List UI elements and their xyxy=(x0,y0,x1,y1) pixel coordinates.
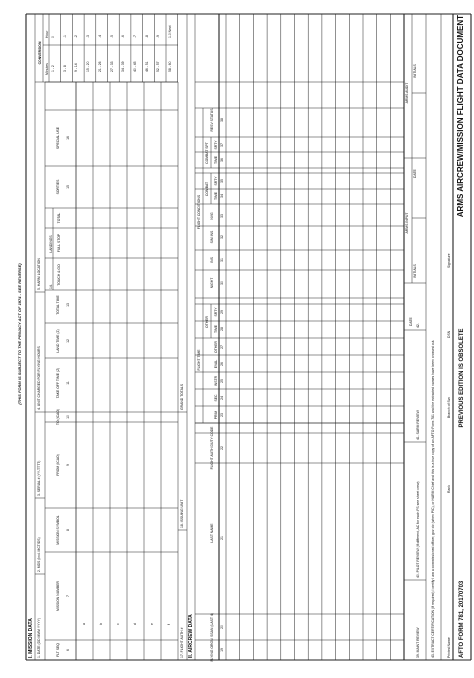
aircrew-col-num-30: 30 xyxy=(220,281,224,285)
row-letter-c: c xyxy=(116,623,120,625)
landings-total-header: TOTAL xyxy=(57,212,61,224)
conversion-minutes-6: 34 - 39 xyxy=(121,61,126,72)
conversion-minutes-header: Minutes xyxy=(45,63,49,75)
unit-charged-label: 4. UNIT CHARGED FOR FLYING HOURS xyxy=(37,346,41,410)
combat-header: COMBAT xyxy=(205,181,209,197)
eval-header: EVAL xyxy=(214,359,218,369)
takeoff-header: TAKE OFF TIME (Z) xyxy=(56,367,60,399)
aircrew-col-num-33: 33 xyxy=(220,214,224,218)
conversion-minutes-2: 9 - 14 xyxy=(74,63,79,72)
flight-auth-label: 17. FLIGHT AUTH # xyxy=(180,627,184,658)
aircrew-col-num-31: 31 xyxy=(220,258,224,262)
flight-time-header: FLIGHT TIME xyxy=(197,349,201,371)
arms-audit-date: DATE xyxy=(413,169,417,178)
sim-ins-header: SIM INS xyxy=(210,230,214,244)
aircrew-col-num-22: 22 xyxy=(220,446,224,450)
conversion-minutes-3: 15 - 20 xyxy=(86,61,91,72)
instr-header: INSTR xyxy=(214,375,218,387)
row-letter-b: b xyxy=(99,623,103,625)
conversion-hour-0: 0 xyxy=(51,36,55,38)
conversion-title: CONVERSION xyxy=(38,41,42,65)
flight-conditions-header: FLIGHT CONDITIONS xyxy=(197,194,201,230)
aircrew-col-num-28: 28 xyxy=(220,327,224,331)
aircrew-col-num-21: 21 xyxy=(220,536,224,540)
land-header: LAND TIME (Z) xyxy=(56,329,60,353)
aircrew-col-num-38: 38 xyxy=(220,118,224,122)
conversion-hour-5: .5 xyxy=(109,35,114,38)
other-time-group-header: OTHER xyxy=(205,316,209,328)
conversion-minutes-7: 40 - 45 xyxy=(132,61,137,72)
conversion-minutes-9: 52 - 57 xyxy=(156,61,161,72)
signature-label: Signature xyxy=(447,253,451,268)
duty-code-header: FLIGHT AUTH DUTY CODE xyxy=(210,426,214,470)
extract-certification: 43. EXTRACT CERTIFICATION (If required) I certify I am a commissioned officer, gov civ (when PIC), or HARM Chief and this is a true copy of an AFTO Form 781 and the extracted names have been crossed out. xyxy=(431,339,435,658)
mission-number-header: MISSION NUMBER xyxy=(56,581,60,611)
other-srty-header: SRTY xyxy=(214,307,218,317)
touch-go-header: TOUCH & GO xyxy=(57,264,61,286)
aircrew-col-num-29: 29 xyxy=(220,310,224,314)
privacy-notice: (THIS FORM IS SUBJECT TO THE PRIVACY ACT OF 1974 - SEE REVERSE) xyxy=(17,263,22,405)
row-letter-e: e xyxy=(150,623,154,625)
ssan-header: SSAN (LAST 4) xyxy=(210,613,214,637)
conversion-hour-6: .6 xyxy=(121,35,126,38)
other-time-header: TIME xyxy=(214,324,218,334)
col-num-13: 13 xyxy=(66,303,70,307)
conversion-minutes-4: 21 - 26 xyxy=(97,61,102,72)
conversion-hour-1: .1 xyxy=(62,35,67,38)
col-num-10: 10 xyxy=(66,415,70,419)
aircrew-col-num-34: 34 xyxy=(220,194,224,198)
other-header: OTHER xyxy=(214,341,218,353)
night-header: NIGHT xyxy=(210,277,214,289)
arms-input-label: ARMS INPUT xyxy=(405,212,409,234)
nvg-header: NVG xyxy=(210,212,214,220)
row-letter-a: a xyxy=(82,623,86,625)
special-use-header: SPECIAL USE xyxy=(56,126,60,150)
conversion-minutes-0: 1 - 2 xyxy=(51,65,55,72)
serial-label: 3. SERIAL # (YY-TTTT) xyxy=(37,460,41,496)
printed-name-label: Printed Name xyxy=(447,637,451,658)
branch-label: Branch of Svc xyxy=(447,396,451,418)
aircrew-section-title: II. AIRCREW DATA xyxy=(188,614,194,658)
conversion-hour-header: Hour xyxy=(45,30,49,38)
flt-seq-header: FLT SEQ xyxy=(56,643,60,657)
resv-status-header: RESV STATUS xyxy=(210,108,214,132)
afto-form-781 xyxy=(1,0,474,678)
aircrew-col-num-26: 26 xyxy=(220,362,224,366)
aircrew-col-num-19: 19 xyxy=(220,648,224,652)
conversion-minutes-8: 46 - 51 xyxy=(144,61,149,72)
conversion-minutes-5: 27 - 33 xyxy=(109,61,114,72)
conversion-hour-4: .4 xyxy=(97,35,102,38)
conversion-hour-9: .9 xyxy=(156,35,161,38)
aircrew-col-num-24: 24 xyxy=(220,396,224,400)
aircrew-col-num-20: 20 xyxy=(220,625,224,629)
landings-header: LANDINGS xyxy=(49,235,53,253)
aircrew-col-num-27: 27 xyxy=(220,345,224,349)
date-label-footer: DATE xyxy=(409,317,413,326)
total-time-header: TOTAL TIME xyxy=(56,295,60,315)
row-letter-f: f xyxy=(167,624,171,625)
combat-srty-header: SRTY xyxy=(214,176,218,186)
col-num-11: 11 xyxy=(66,381,70,385)
col-num-16: 16 xyxy=(66,136,70,140)
full-stop-header: FULL STOP xyxy=(57,233,61,253)
aircrew-col-num-23: 23 xyxy=(220,413,224,417)
prim-header: PRIM xyxy=(214,410,218,420)
arms-input-initials: INITIALS xyxy=(413,264,417,278)
obsolete-notice: PREVIOUS EDITION IS OBSOLETE xyxy=(459,328,465,428)
arms-audit-label: ARMS AUDIT xyxy=(405,82,409,104)
conversion-minutes-1: 3 - 8 xyxy=(62,65,67,72)
to-header: TO (ICAO) xyxy=(56,408,60,426)
form-identifier: AFTO FORM 781, 20170703 xyxy=(459,580,465,658)
aircrew-col-num-36: 36 xyxy=(220,158,224,162)
conversion-hour-10: 1.0 Next xyxy=(168,25,172,38)
conversion-hour-8: .8 xyxy=(144,35,149,38)
col-num-6: 6 xyxy=(66,649,70,651)
from-header: FROM (ICAO) xyxy=(56,454,60,476)
combat-support-time-header: TIME xyxy=(214,155,218,165)
flying-org-header: FLYING ORGN xyxy=(210,638,214,662)
row-letter-d: d xyxy=(133,623,137,625)
grand-totals-label: GRAND TOTALS xyxy=(180,384,184,410)
col-num-8: 8 xyxy=(66,529,70,531)
date-label: 1. DATE (DD MMM YYYY) xyxy=(37,618,41,658)
form-title: ARMS AIRCREW/MISSION FLIGHT DATA DOCUMENT xyxy=(456,15,465,218)
conversion-minutes-10: 58 - 60 xyxy=(168,61,172,72)
conversion-hour-2: .2 xyxy=(74,35,79,38)
ins-header: INS xyxy=(210,257,214,263)
arms-audit-initials: INITIALS xyxy=(413,64,417,78)
combat-time-header: TIME xyxy=(214,191,218,201)
col-num-7: 7 xyxy=(66,595,70,597)
col-num-9: 9 xyxy=(66,464,70,466)
aircrew-col-num-25: 25 xyxy=(220,379,224,383)
aircrew-col-num-35: 35 xyxy=(220,179,224,183)
combat-support-srty-header: SRTY xyxy=(214,140,218,150)
aircrew-col-num-32: 32 xyxy=(220,235,224,239)
maint-review-label: 39. MAINT REVIEW xyxy=(416,627,420,658)
mission-symbol-header: MISSION SYMBOL xyxy=(56,515,60,545)
sec-header: SEC xyxy=(214,394,218,402)
rank-label: Rank xyxy=(447,485,451,493)
col-num-15: 15 xyxy=(66,185,70,189)
last-name-header: LAST NAME xyxy=(210,523,214,543)
combat-support-header: COMBAT SPT xyxy=(205,142,209,164)
issuing-unit-label: 18. ISSUING UNIT xyxy=(180,499,184,528)
harm-location-label: 5. HARM LOCATION xyxy=(37,258,41,290)
dsn-label: DSN xyxy=(447,330,451,338)
sorties-header: SORTIES xyxy=(56,179,60,195)
mission-section-title: I. MISSION DATA xyxy=(28,618,34,658)
aircrew-col-num-37: 37 xyxy=(220,143,224,147)
form-grid-lines xyxy=(1,0,474,678)
conversion-hour-3: .3 xyxy=(86,35,91,38)
landings-number: 14. xyxy=(49,284,53,289)
col-num-12: 12 xyxy=(66,339,70,343)
sarm-review-label: 41. SARM REVIEW xyxy=(416,410,420,440)
conversion-hour-7: .7 xyxy=(132,35,137,38)
item-42-label: 42. xyxy=(416,323,420,328)
mds-label: 2. MDS (Incl. MCT/DS) xyxy=(37,537,41,572)
pilot-review-label: 40. PILOT REVIEW (If different, AC for each FS see sheet crew) xyxy=(416,481,420,578)
